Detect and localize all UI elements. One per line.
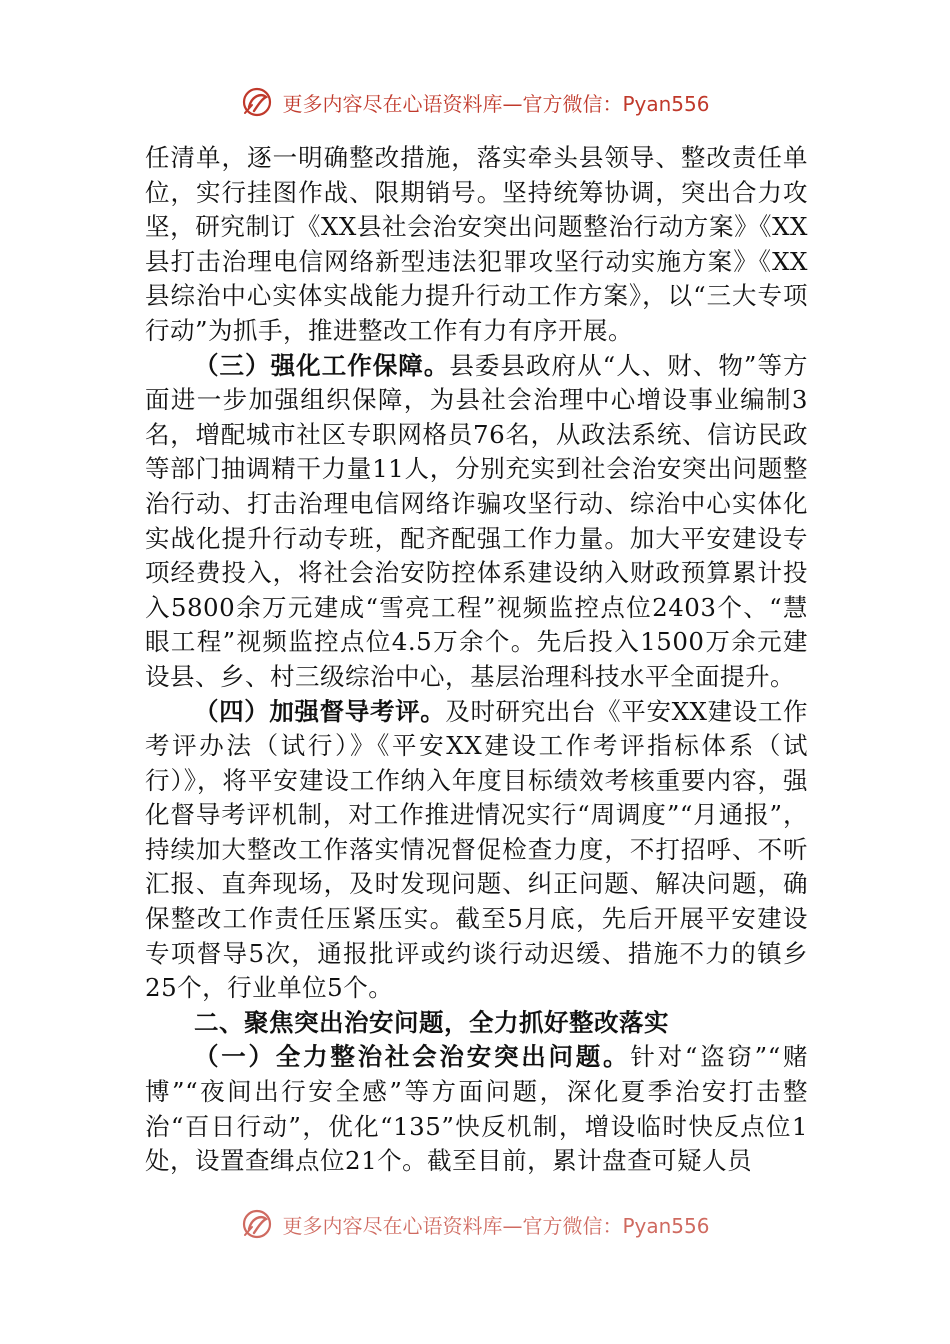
paragraph-lead: （四）加强督导考评。 bbox=[194, 696, 446, 726]
paragraph bbox=[145, 695, 808, 1006]
section-heading: 二、聚焦突出治安问题，全力抓好整改落实 bbox=[194, 1007, 669, 1037]
paragraph bbox=[145, 1040, 808, 1178]
paragraph-text: 县委县政府从“人、财、物”等方面进一步加强组织保障，为县社会治理中心增设事业编制3名，增配城市社区专职网格员76名，从政法系统、信访民政等部门抽调精干力量11人，分别充实到社会治安突出问题整治行动、打击治理电信网络诈骗攻坚行动、综治中心实体化实战化提升行动专班，配齐配强工作力量。加大平安建设专项经费投入，将社会治安防控体系建设纳入财政预算累计投入5800余万元建成“雪亮工程”视频监控点位2403个、“慧眼工程”视频监控点位4.5万余个。先后投入1500万余元建设县、乡、村三级综治中心，基层治理科技水平全面提升。 bbox=[145, 350, 808, 691]
logo-icon bbox=[240, 1207, 274, 1241]
paragraph-lead: （一）全力整治社会治安突出问题。 bbox=[194, 1042, 631, 1072]
watermark-text: 更多内容尽在心语资料库—官方微信：Pyan556 bbox=[282, 91, 710, 116]
paragraph-text: 针对“盗窃”“赌博”“夜间出行安全感”等方面问题，深化夏季治安打击整治“百日行动”，优化“135”快反机制，增设临时快反点位1处，设置查缉点位21个。截至目前，累计盘查可疑人员 bbox=[145, 1042, 809, 1176]
watermark-top bbox=[0, 82, 950, 122]
document-body bbox=[145, 141, 808, 1179]
paragraph: 任清单，逐一明确整改措施，落实牵头县领导、整改责任单位，实行挂图作战、限期销号。坚持统筹协调，突出合力攻坚，研究制订《XX县社会治安突出问题整治行动方案》《XX县打击治理电信网络新型违法犯罪攻坚行动实施方案》《XX县综治中心实体实战能力提升行动工作方案》，以“三大专项行动”为抓手，推进整改工作有力有序开展。 bbox=[145, 143, 808, 345]
paragraph-text: 及时研究出台《平安XX建设工作考评办法（试行）》《平安XX建设工作考评指标体系（试行）》，将平安建设工作纳入年度目标绩效考核重要内容，强化督导考评机制，对工作推进情况实行“周调度”“月通报”，持续加大整改工作落实情况督促检查力度，不打招呼、不听汇报、直奔现场，及时发现问题、纠正问题、解决问题，确保整改工作责任压紧压实。截至5月底，先后开展平安建设专项督导5次，通报批评或约谈行动迟缓、措施不力的镇乡25个，行业单位5个。 bbox=[145, 696, 808, 1003]
logo-icon bbox=[240, 85, 274, 119]
paragraph-lead: （三）强化工作保障。 bbox=[194, 350, 450, 380]
watermark-text: 更多内容尽在心语资料库—官方微信：Pyan556 bbox=[282, 1213, 710, 1238]
watermark-bottom bbox=[0, 1204, 950, 1244]
paragraph bbox=[145, 349, 808, 695]
